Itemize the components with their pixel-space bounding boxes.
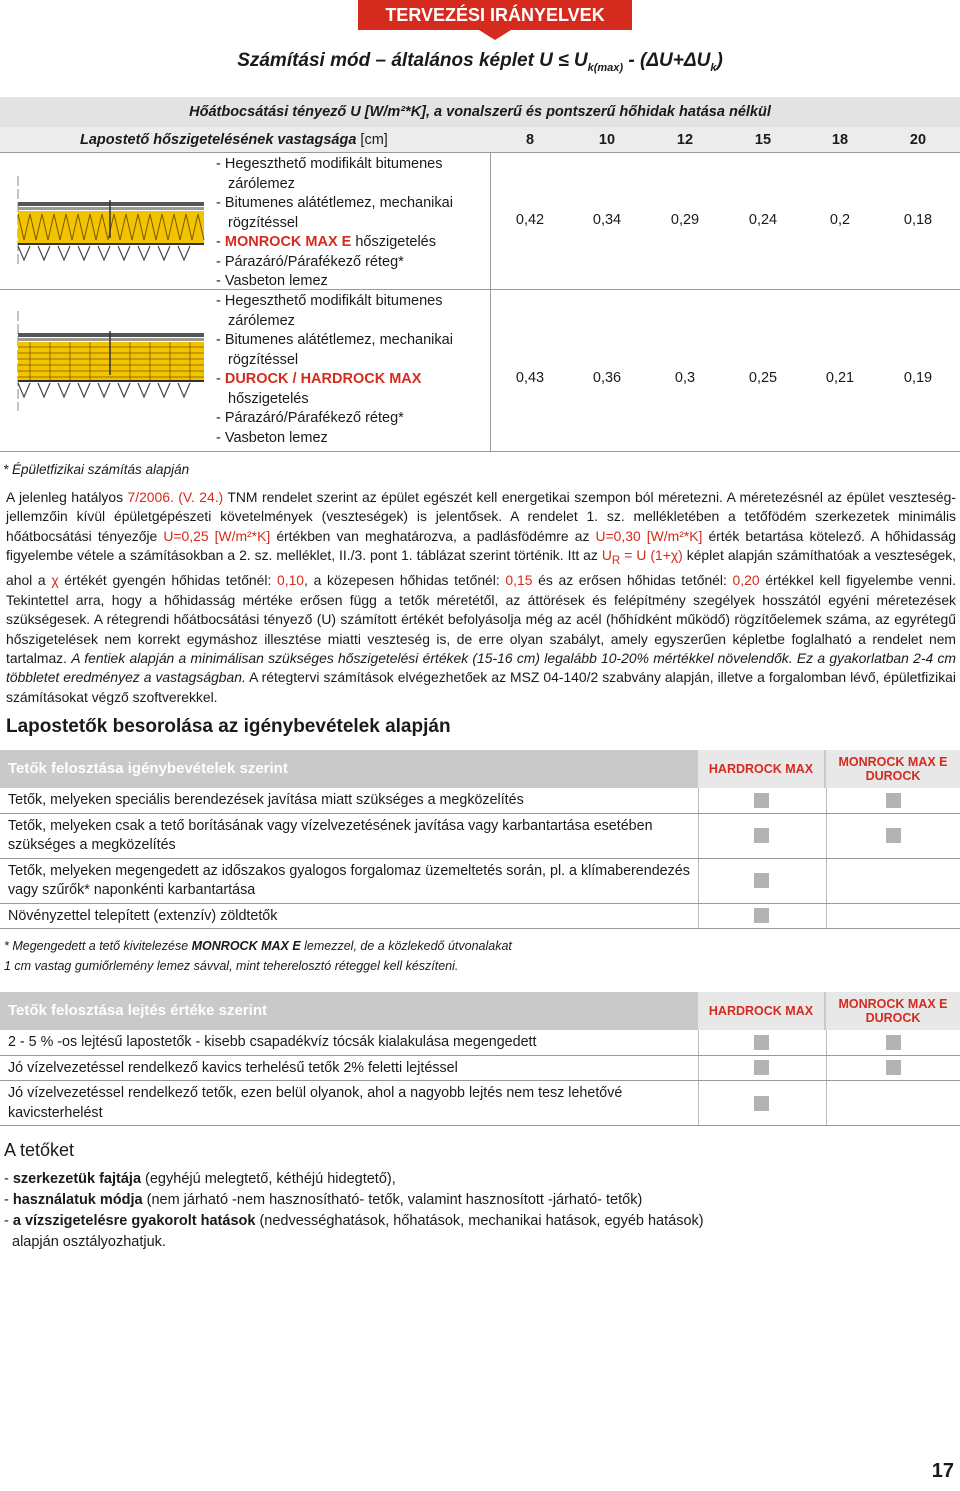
table-row	[0, 1056, 960, 1082]
row-text: Jó vízelvezetéssel rendelkező tetők, ezen belül olyanok, ahol a nagyobb lejtés nem tesz lehetővé kavicsterhelést	[8, 1085, 623, 1121]
footnote-line: 1 cm vastag gumiőrlemény lemez sávval, mint teherelosztó réteggel kell készíteni.	[4, 959, 459, 973]
underlay-layer	[18, 338, 204, 341]
u-value: 0,25	[748, 370, 778, 386]
formula-sub-k: k	[710, 61, 717, 74]
cell-hardrock	[698, 1056, 824, 1081]
row-text: Tetők, melyeken csak a tető borításának vagy vízelvezetésének javítása vagy karbantartása esetében szükséges a megközelítés	[8, 817, 653, 853]
highlight-run: 7/2006. (V. 24.)	[127, 489, 224, 505]
check-square-icon	[886, 1060, 901, 1075]
cell-monrock	[826, 859, 960, 903]
row-text: Jó vízelvezetéssel rendelkező kavics terhelésű tetők 2% feletti lejtéssel	[8, 1059, 458, 1076]
check-square-icon	[754, 1060, 769, 1075]
thickness-label	[80, 127, 388, 153]
text-run: képlet alapján számíthatóak a veszteségek, ahol a	[6, 547, 956, 589]
classification-outro: alapján osztályozhatjuk.	[12, 1234, 166, 1250]
row-divider	[0, 451, 960, 452]
check-square-icon	[886, 828, 901, 843]
u-value: 0,29	[670, 212, 700, 228]
highlight-run: = U (1+χ)	[620, 547, 683, 564]
layer-list-2	[216, 292, 478, 448]
formula-end: )	[716, 50, 723, 71]
u-value: 0,43	[515, 370, 545, 386]
col-hardrock: HARDROCK MAX	[698, 992, 824, 1030]
formula-prefix: Számítási mód – általános képlet U ≤ U	[237, 50, 588, 71]
check-square-icon	[754, 1096, 769, 1111]
text-run: érték betartása kötelező. A hőhidasság figyelembe vétele a számításokban a 2. sz. melléklet, II./3. pont 1. táblázat szerint történik. Itt az	[6, 527, 957, 564]
u-table-title: Hőátbocsátási tényező U [W/m²*K], a vonalszerű és pontszerű hőhidak hatása nélkül	[0, 97, 960, 127]
col-monrock-durock: MONROCK MAX E DUROCK	[826, 750, 960, 788]
u-value: 0,2	[829, 212, 851, 228]
thickness-col: 18	[831, 132, 849, 148]
highlight-run: R	[611, 555, 621, 567]
table-footnote	[4, 936, 512, 976]
row-text: Tetők, melyeken megengedett az időszakos gyalogos forgalomaz üzemeltetés során, pl. a klímaberendezés vagy szűrők* naponkénti karbantartása	[8, 862, 690, 898]
layer-item: - Bitumenes alátétlemez, mechanikai rögzítéssel	[216, 195, 453, 231]
section-title: TERVEZÉSI IRÁNYELVEK	[385, 5, 605, 25]
membrane-layer	[18, 333, 204, 337]
layer-item: - Vasbeton lemez	[216, 273, 328, 289]
insulation-text: hőszigetelés	[228, 390, 309, 407]
cell-monrock	[826, 1030, 960, 1055]
list-item-rest: (egyhéjú melegtető, kéthéjú hidegtető),	[141, 1171, 396, 1187]
cell-hardrock	[698, 904, 824, 929]
section-banner	[358, 0, 632, 30]
roof-section-diagram-2	[10, 305, 206, 415]
table-title: Tetők felosztása lejtés értéke szerint	[8, 1002, 267, 1019]
cell-monrock	[826, 814, 960, 858]
insulation-text: hőszigetelés	[351, 234, 436, 250]
table-divider	[490, 153, 491, 451]
row-text: Növényzettel telepített (extenzív) zöldtetők	[8, 907, 278, 924]
insulation-layer	[18, 342, 204, 380]
col-monrock-durock: MONROCK MAX E DUROCK	[826, 992, 960, 1030]
highlight-run: U	[601, 547, 612, 564]
u-value: 0,24	[748, 212, 778, 228]
layer-item: - Párazáró/Párafékező réteg*	[216, 253, 404, 270]
thickness-label-text: Lapostető hőszigetelésének vastagsága	[80, 132, 357, 148]
text-run: A rétegtervi számítások elvégezhetőek az MSZ 04-140/2 szabvány alapján, illetve a forgalomban lévő, épületfizikai számításokat végző szoftverekkel.	[6, 669, 956, 705]
u-value: 0,36	[592, 370, 622, 386]
cell-monrock	[826, 904, 960, 929]
text-run: A jelenleg hatályos	[6, 489, 128, 505]
check-square-icon	[886, 1035, 901, 1050]
u-table-header	[0, 127, 960, 153]
text-run: értékét gyengén hőhidas tetőnél:	[58, 572, 277, 589]
footnote-line	[4, 936, 512, 956]
cell-hardrock	[698, 814, 824, 858]
thickness-col: 8	[525, 132, 535, 148]
check-square-icon	[754, 1035, 769, 1050]
cell-monrock	[826, 788, 960, 813]
u-value: 0,19	[903, 370, 933, 386]
row-divider	[0, 289, 960, 290]
cell-hardrock	[698, 859, 824, 903]
insulation-brand: DUROCK / HARDROCK MAX	[224, 371, 422, 387]
underlay-layer	[18, 207, 204, 210]
text-run: értékkel kell figyelembe venni. Tekintettel arra, hogy a hőhidasság mértéke erősen függ a tetők méretétől, az áttörések és felépítmény szegélyek hosszától egyéni méretezések szükségesek. A rétegrendi hőátbocsátási tényező (U) számított értékét befolyásolja még az acél (hőhídként működő) rögzítőelemek száma, az egyrétegű hőszigetelések nem korrekt egymáshoz illesztése miatti veszteség is, de erre olyan szabályt, amely egyszerűen képletbe foglalható a rendelet nem tartalmaz.	[6, 572, 956, 667]
insulation-brand: MONROCK MAX E	[224, 234, 352, 250]
list-item-bold: a vízszigetelésre gyakorolt hatások	[12, 1213, 256, 1229]
layer-item: - Párazáró/Párafékező réteg*	[216, 410, 404, 426]
membrane-layer	[18, 202, 204, 206]
table-title: Tetők felosztása igénybevételek szerint	[8, 760, 288, 777]
check-square-icon	[754, 873, 769, 888]
table-row	[0, 1081, 960, 1126]
table-header	[0, 750, 960, 788]
cell-monrock	[826, 1081, 960, 1125]
classification-intro: A tetőket	[4, 1140, 75, 1160]
layer-item: - Vasbeton lemez	[216, 429, 328, 446]
check-square-icon	[754, 828, 769, 843]
cell-hardrock	[698, 1030, 824, 1055]
layer-list-1	[216, 155, 478, 292]
layer-item-insulation: - DUROCK / HARDROCK MAX hőszigetelés	[216, 371, 422, 407]
thickness-col: 12	[676, 132, 694, 148]
load-classification-table	[0, 750, 960, 929]
text-run: * Megengedett a tető kivitelezése	[4, 939, 192, 953]
row-text: 2 - 5 % -os lejtésű lapostetők - kisebb csapadékvíz tócsák kialakulása megengedett	[8, 1034, 537, 1050]
text-run: értékben van meghatározva, a padlásfödémre az	[270, 527, 596, 544]
check-square-icon	[886, 793, 901, 808]
table-header	[0, 992, 960, 1030]
thickness-col: 10	[598, 132, 616, 148]
u-value: 0,42	[515, 212, 545, 228]
cell-hardrock	[698, 788, 824, 813]
table-row	[0, 859, 960, 904]
brand-run: MONROCK MAX E	[191, 939, 301, 953]
u-table-footnote: * Épületfizikai számítás alapján	[3, 462, 190, 477]
layer-item-insulation: - MONROCK MAX E hőszigetelés	[216, 234, 436, 250]
list-item-rest: (nem járható -nem hasznosítható- tetők, valamint hasznosított -járható- tetők)	[142, 1192, 643, 1208]
vapor-barrier-layer	[18, 243, 204, 245]
layer-item: - Bitumenes alátétlemez, mechanikai rögzítéssel	[216, 332, 453, 368]
thickness-col: 15	[754, 132, 772, 148]
row-text: Tetők, melyeken speciális berendezések javítása miatt szükséges a megközelítés	[8, 792, 524, 808]
list-item-rest: (nedvességhatások, hőhatások, mechanikai hatások, egyéb hatások)	[255, 1213, 704, 1229]
list-item: - a vízszigetelésre gyakorolt hatások (nedvességhatások, hőhatások, mechanikai hatások, egyéb hatások)	[4, 1213, 704, 1229]
section-heading: Lapostetők besorolása az igénybevételek alapján	[6, 716, 451, 737]
banner-arrow-icon	[479, 30, 511, 40]
u-value: 0,21	[825, 370, 855, 386]
list-item-bold: használatuk módja	[12, 1192, 143, 1208]
layer-item: - Hegeszthető modifikált bitumenes zárólemez	[216, 293, 443, 329]
list-item: - szerkezetük fajtája (egyhéjú melegtető, kéthéjú hidegtető),	[4, 1171, 396, 1187]
thickness-unit: [cm]	[356, 132, 388, 148]
roof-section-diagram-1	[10, 170, 206, 270]
cell-hardrock	[698, 1081, 824, 1125]
text-run: és az erősen hőhidas tetőnél:	[532, 572, 733, 589]
formula-heading	[0, 50, 960, 74]
check-square-icon	[754, 793, 769, 808]
thickness-col: 20	[909, 132, 927, 148]
page-number: 17	[931, 1460, 954, 1482]
cell-monrock	[826, 1056, 960, 1081]
table-row	[0, 1030, 960, 1056]
vapor-barrier-layer	[18, 380, 204, 382]
u-value: 0,18	[903, 212, 933, 228]
table-row	[0, 814, 960, 859]
slope-classification-table	[0, 992, 960, 1126]
highlight-run: 0,15	[505, 572, 533, 589]
italic-run: A fentiek alapján a minimálisan szükséges hőszigetelési értékek (15-16 cm) legalább 10-20% mértékkel növelendők. Ez a gyakorlatban 2-4 cm többletet eredményez a vastagságban.	[6, 650, 957, 686]
table-row	[0, 788, 960, 814]
classification-text	[4, 1140, 704, 1253]
u-value: 0,3	[674, 370, 696, 386]
highlight-run: U=0,25 [W/m²*K]	[163, 527, 271, 544]
highlight-run: 0,20	[732, 572, 760, 589]
layer-item: - Hegeszthető modifikált bitumenes zárólemez	[216, 156, 443, 192]
text-run: lemezzel, de a közlekedő útvonalakat	[300, 939, 512, 953]
highlight-run: χ	[51, 572, 59, 589]
formula-mid: - (ΔU+ΔU	[623, 50, 711, 71]
highlight-run: U=0,30 [W/m²*K]	[595, 527, 703, 544]
table-row	[0, 904, 960, 930]
body-paragraph	[6, 488, 956, 707]
u-value: 0,34	[592, 212, 622, 228]
list-item-bold: szerkezetük fajtája	[12, 1171, 142, 1187]
col-hardrock: HARDROCK MAX	[698, 750, 824, 788]
text-run: , a közepesen hőhidas tetőnél:	[304, 572, 506, 589]
highlight-run: 0,10	[277, 572, 305, 589]
text-run: TNM rendelet szerint az épület egészét kell energetikai szempon ból méretezni. A méretezésnél az épület veszteség-jellemzőin kívül épületgépészeti követelmények (veszteségek) is jelentősek. A rendelet 1. sz. mellékletében a tetőfödém szerkezetek minimális hőátbocsátási tényezője	[6, 489, 956, 544]
formula-sub-kmax: k(max)	[587, 61, 624, 74]
check-square-icon	[754, 908, 769, 923]
list-item: - használatuk módja (nem járható -nem hasznosítható- tetők, valamint hasznosított -járható- tetők)	[4, 1192, 643, 1208]
